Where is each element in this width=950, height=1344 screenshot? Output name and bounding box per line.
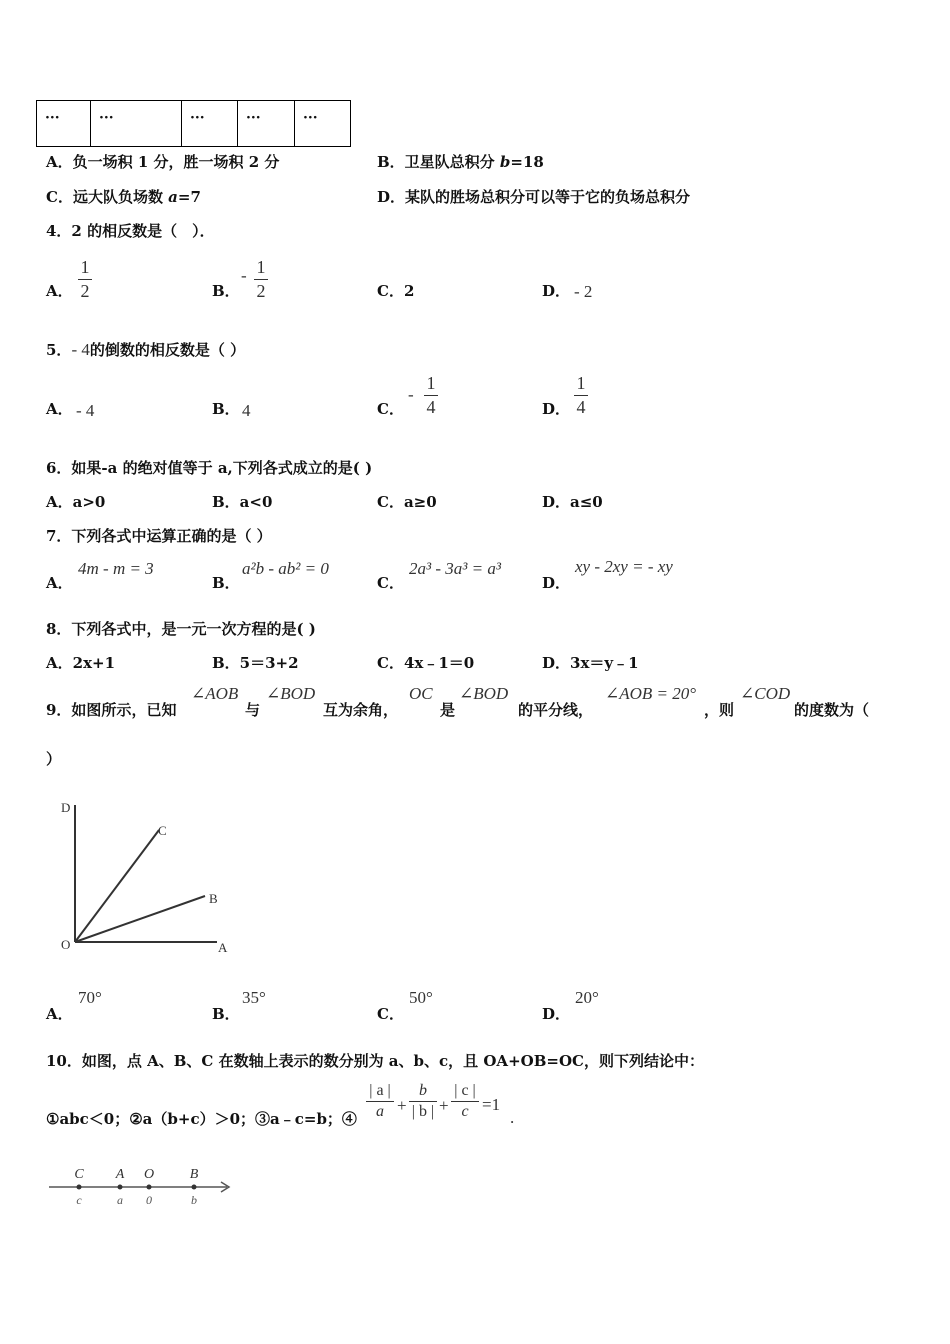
q8-option-b: B．5＝3+2: [212, 654, 299, 672]
q9-stem-part6: ，则: [704, 701, 735, 719]
q9-option-a-label: A．: [46, 1005, 73, 1023]
q9-option-b-label: B．: [212, 1005, 240, 1023]
q5-option-c-label: C．: [377, 400, 404, 418]
q3-option-c: C．远大队负场数 a=7: [46, 188, 201, 206]
axis-point: [147, 1185, 152, 1190]
q9-math-bod: ∠BOD: [266, 684, 316, 703]
q9-option-d-label: D．: [542, 1005, 571, 1023]
q9-stem-part1: 9．如图所示，已知: [46, 701, 177, 719]
axis-point-value: a: [117, 1193, 123, 1207]
q4-option-d-label: D．: [542, 282, 571, 300]
q9-math-cod: ∠COD: [740, 684, 791, 703]
table-cell: ···: [295, 101, 351, 147]
q3-option-b: B．卫星队总积分 b=18: [377, 153, 544, 171]
table-cell: ···: [91, 101, 182, 147]
q10-plus-1: +: [397, 1096, 407, 1115]
ray-ob: [75, 896, 205, 942]
q7-option-a-expr: 4m - m = 3: [78, 559, 154, 578]
q7-option-b-label: B．: [212, 574, 240, 592]
q9-math-aob: ∠AOB: [191, 684, 239, 703]
q10-equals: =1: [482, 1095, 501, 1114]
table-cell: ···: [238, 101, 295, 147]
axis-point-value: c: [76, 1193, 82, 1207]
q5-option-a-value: - 4: [76, 401, 95, 420]
q10-fraction-3: | c | c: [451, 1082, 479, 1121]
label-c: C: [158, 823, 167, 838]
q9-option-b-value: 35°: [242, 988, 266, 1007]
q9-option-a-value: 70°: [78, 988, 102, 1007]
q9-option-c-label: C．: [377, 1005, 404, 1023]
q9-stem-part4: 是: [440, 701, 456, 719]
table-cell: ···: [182, 101, 238, 147]
q9-stem-part3: 互为余角，: [323, 701, 399, 719]
q4-option-b-label: B．: [212, 282, 240, 300]
q7-option-d-expr: xy - 2xy = - xy: [575, 557, 673, 576]
q9-math-aob-value: ∠AOB = 20°: [605, 684, 697, 703]
label-o: O: [61, 937, 71, 952]
q9-math-bod-2: ∠BOD: [459, 684, 509, 703]
q5-option-a-label: A．: [46, 400, 73, 418]
q4-option-b-sign: -: [241, 266, 247, 285]
q5-option-c-sign: -: [408, 385, 414, 404]
axis-point-label: B: [189, 1167, 199, 1182]
q9-option-d-value: 20°: [575, 988, 599, 1007]
q10-fraction-1: | a | a: [366, 1082, 394, 1121]
q4-option-d-value: - 2: [574, 282, 593, 301]
q10-stem: 10．如图，点 A、B、C 在数轴上表示的数分别为 a、b、c，且 OA+OB=OC，则下列结论中：: [46, 1052, 704, 1070]
top-table: [36, 100, 351, 147]
q10-statements: ①abc＜0；②a（b+c）＞0；③a﹣c=b；④: [46, 1110, 357, 1128]
ray-oc: [75, 830, 159, 942]
q7-option-d-label: D．: [542, 574, 571, 592]
q7-stem: 7．下列各式中运算正确的是（ ）: [46, 527, 272, 545]
q5-option-c-fraction: 1 4: [424, 373, 438, 418]
axis-point-label: C: [74, 1167, 84, 1182]
axis-point-value: b: [191, 1193, 197, 1207]
q9-angle-figure: [55, 795, 245, 960]
q8-stem: 8．下列各式中，是一元一次方程的是( ): [46, 620, 316, 638]
q5-option-b-value: 4: [242, 401, 251, 420]
axis-point: [118, 1185, 123, 1190]
table-cell: ···: [37, 101, 91, 147]
q8-option-c: C．4x﹣1＝0: [377, 654, 475, 672]
axis-point-value: 0: [146, 1193, 152, 1207]
q8-option-d: D．3x＝y﹣1: [542, 654, 639, 672]
q7-option-c-expr: 2a³ - 3a³ = a³: [409, 559, 501, 578]
q4-option-b-fraction: 1 2: [254, 257, 268, 302]
q10-fraction-2: b | b |: [409, 1082, 437, 1121]
axis-point: [192, 1185, 197, 1190]
q3-option-a: A．负一场积 1 分，胜一场积 2 分: [46, 153, 280, 171]
q8-option-a: A．2x+1: [46, 654, 116, 672]
q10-number-line: [45, 1162, 240, 1212]
q5-option-b-label: B．: [212, 400, 240, 418]
q5-option-d-fraction: 1 4: [574, 373, 588, 418]
q4-option-a-label: A．: [46, 282, 73, 300]
q9-option-c-value: 50°: [409, 988, 433, 1007]
axis-point: [77, 1185, 82, 1190]
q4-option-c: C．2: [377, 282, 415, 300]
q9-stem-part2: 与: [245, 701, 261, 719]
q7-option-c-label: C．: [377, 574, 404, 592]
q6-option-d: D．a≤0: [542, 493, 603, 511]
q9-math-oc: OC: [409, 684, 433, 703]
q6-option-a: A．a>0: [46, 493, 106, 511]
label-d: D: [61, 800, 71, 815]
q5-option-d-label: D．: [542, 400, 571, 418]
q6-option-b: B．a<0: [212, 493, 273, 511]
axis-point-label: A: [115, 1167, 125, 1182]
q9-stem-part7: 的度数为（: [794, 701, 870, 719]
q5-stem: 5．- 4的倒数的相反数是（ ）: [46, 340, 246, 359]
axis-point-label: O: [143, 1167, 155, 1182]
label-a: A: [218, 940, 228, 955]
q4-stem: 4．2 的相反数是（ ）．: [46, 222, 215, 240]
q9-stem-part5: 的平分线，: [518, 701, 594, 719]
q10-plus-2: +: [439, 1096, 449, 1115]
q9-stem-close: ）: [46, 750, 62, 768]
q7-option-a-label: A．: [46, 574, 73, 592]
q10-period: .: [510, 1108, 515, 1127]
q3-option-d: D．某队的胜场总积分可以等于它的负场总积分: [377, 188, 691, 206]
q6-stem: 6．如果-a 的绝对值等于 a,下列各式成立的是( ): [46, 459, 373, 477]
q6-option-c: C．a≥0: [377, 493, 437, 511]
q7-option-b-expr: a²b - ab² = 0: [242, 559, 329, 578]
q4-option-a-fraction: 1 2: [78, 257, 92, 302]
label-b: B: [209, 891, 218, 906]
